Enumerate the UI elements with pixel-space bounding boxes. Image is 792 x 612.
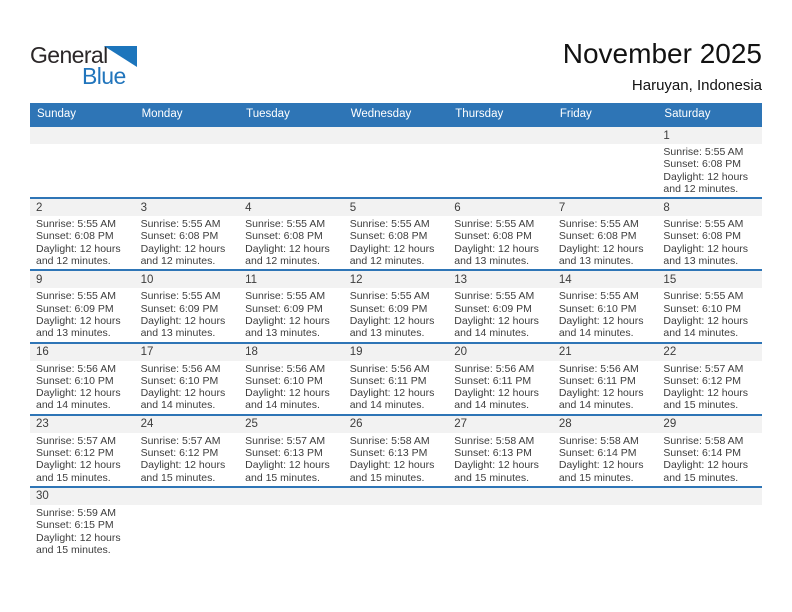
weekday-friday: Friday xyxy=(559,108,592,120)
day-number: 13 xyxy=(454,273,468,286)
sunset-text: Sunset: 6:10 PM xyxy=(36,374,114,387)
calendar-day-cell xyxy=(448,433,553,486)
calendar-day-cell xyxy=(344,505,449,558)
sunrise-text: Sunrise: 5:55 AM xyxy=(663,290,744,303)
week-row xyxy=(30,269,762,341)
sunrise-text: Sunrise: 5:59 AM xyxy=(36,506,116,519)
day-number: 25 xyxy=(245,418,258,431)
page-title: November 2025 xyxy=(562,38,762,69)
daylight-text: Daylight: 12 hours xyxy=(663,387,749,400)
calendar-day-cell xyxy=(657,288,762,341)
day-details-row xyxy=(30,361,762,414)
calendar-day-cell xyxy=(135,433,240,486)
sunrise-text: Sunrise: 5:56 AM xyxy=(558,362,639,375)
day-number: 29 xyxy=(663,418,677,431)
weekday-wednesday: Wednesday xyxy=(350,108,412,120)
sunrise-text: Sunrise: 5:58 AM xyxy=(454,434,535,447)
day-number: 16 xyxy=(36,346,49,359)
sunset-text: Sunset: 6:09 PM xyxy=(245,302,323,315)
calendar-day-cell xyxy=(448,361,553,414)
sunset-text: Sunset: 6:09 PM xyxy=(349,302,428,315)
calendar-day-cell xyxy=(135,505,240,558)
day-number: 14 xyxy=(558,273,572,286)
calendar-day-cell xyxy=(553,433,658,486)
daylight-text: Daylight: 12 hours xyxy=(36,387,121,400)
day-number: 24 xyxy=(140,418,154,431)
sunset-text: Sunset: 6:13 PM xyxy=(454,447,532,460)
daylight-text: Daylight: 12 hours xyxy=(140,242,226,255)
daylight-text: Daylight: 12 hours xyxy=(36,459,121,472)
sunrise-text: Sunrise: 5:56 AM xyxy=(349,362,430,375)
sunset-text: Sunset: 6:08 PM xyxy=(663,230,742,243)
day-number-band xyxy=(30,271,762,288)
daylight-text-continued: and 14 minutes. xyxy=(36,399,111,412)
daylight-text: Daylight: 12 hours xyxy=(454,459,539,472)
daylight-text: Daylight: 12 hours xyxy=(663,459,749,472)
daylight-text: Daylight: 12 hours xyxy=(558,314,644,327)
calendar-day-cell xyxy=(239,361,344,414)
sunset-text: Sunset: 6:11 PM xyxy=(349,374,427,387)
sunrise-text: Sunrise: 5:55 AM xyxy=(454,290,535,303)
sunset-text: Sunset: 6:08 PM xyxy=(140,230,219,243)
daylight-text-continued: and 14 minutes. xyxy=(245,399,320,412)
daylight-text-continued: and 13 minutes. xyxy=(140,327,216,340)
calendar-day-cell xyxy=(239,216,344,269)
daylight-text: Daylight: 12 hours xyxy=(558,242,644,255)
week-row xyxy=(30,342,762,414)
daylight-text-continued: and 15 minutes. xyxy=(245,471,320,484)
day-details-row xyxy=(30,216,762,269)
daylight-text-continued: and 15 minutes. xyxy=(36,543,111,556)
daylight-text-continued: and 15 minutes. xyxy=(36,471,111,484)
calendar-day-cell xyxy=(657,433,762,486)
week-row xyxy=(30,414,762,486)
calendar-day-cell xyxy=(553,144,658,197)
calendar-day-cell xyxy=(30,505,135,558)
sunrise-text: Sunrise: 5:57 AM xyxy=(36,434,116,447)
sunset-text: Sunset: 6:12 PM xyxy=(663,374,742,387)
day-number-band xyxy=(30,199,762,216)
daylight-text-continued: and 13 minutes. xyxy=(454,255,529,268)
calendar-day-cell xyxy=(657,505,762,558)
calendar-day-cell xyxy=(239,433,344,486)
calendar-grid xyxy=(30,103,762,558)
day-number: 1 xyxy=(663,129,670,142)
sunset-text: Sunset: 6:09 PM xyxy=(36,302,114,315)
weekday-saturday: Saturday xyxy=(664,108,711,120)
calendar-day-cell xyxy=(30,144,135,197)
calendar-weeks xyxy=(30,125,762,558)
day-number: 27 xyxy=(454,418,468,431)
daylight-text-continued: and 12 minutes. xyxy=(245,255,320,268)
daylight-text-continued: and 14 minutes. xyxy=(663,327,739,340)
calendar-day-cell xyxy=(30,216,135,269)
calendar-day-cell xyxy=(239,505,344,558)
calendar-day-cell xyxy=(135,144,240,197)
sunrise-text: Sunrise: 5:58 AM xyxy=(663,434,744,447)
daylight-text-continued: and 14 minutes. xyxy=(140,399,216,412)
daylight-text: Daylight: 12 hours xyxy=(245,459,330,472)
daylight-text-continued: and 15 minutes. xyxy=(140,471,216,484)
calendar-day-cell xyxy=(553,216,658,269)
sunrise-text: Sunrise: 5:55 AM xyxy=(558,290,639,303)
sunset-text: Sunset: 6:08 PM xyxy=(349,230,428,243)
calendar-day-cell xyxy=(448,144,553,197)
daylight-text-continued: and 12 minutes. xyxy=(36,255,111,268)
daylight-text: Daylight: 12 hours xyxy=(349,242,435,255)
daylight-text: Daylight: 12 hours xyxy=(663,314,749,327)
sunrise-text: Sunrise: 5:55 AM xyxy=(245,218,326,231)
daylight-text-continued: and 14 minutes. xyxy=(349,399,425,412)
daylight-text-continued: and 14 minutes. xyxy=(558,399,634,412)
daylight-text: Daylight: 12 hours xyxy=(245,387,330,400)
daylight-text: Daylight: 12 hours xyxy=(558,387,644,400)
daylight-text: Daylight: 12 hours xyxy=(454,314,539,327)
daylight-text: Daylight: 12 hours xyxy=(349,459,435,472)
day-number-band xyxy=(30,344,762,361)
calendar-day-cell xyxy=(344,216,449,269)
day-number: 11 xyxy=(245,273,258,286)
sunset-text: Sunset: 6:08 PM xyxy=(558,230,637,243)
sunset-text: Sunset: 6:12 PM xyxy=(140,447,219,460)
sunrise-text: Sunrise: 5:56 AM xyxy=(36,362,116,375)
sunset-text: Sunset: 6:13 PM xyxy=(349,447,428,460)
weekday-thursday: Thursday xyxy=(455,108,504,120)
sunset-text: Sunset: 6:10 PM xyxy=(245,374,323,387)
calendar-day-cell xyxy=(30,361,135,414)
daylight-text-continued: and 15 minutes. xyxy=(558,471,634,484)
daylight-text: Daylight: 12 hours xyxy=(245,242,330,255)
day-number: 5 xyxy=(349,201,357,214)
calendar-day-cell xyxy=(344,361,449,414)
day-number: 22 xyxy=(663,346,677,359)
day-number: 30 xyxy=(36,490,49,503)
daylight-text: Daylight: 12 hours xyxy=(140,459,226,472)
sunrise-text: Sunrise: 5:56 AM xyxy=(245,362,326,375)
sunrise-text: Sunrise: 5:56 AM xyxy=(454,362,535,375)
daylight-text: Daylight: 12 hours xyxy=(36,314,121,327)
day-number-band xyxy=(30,416,762,433)
sunrise-text: Sunrise: 5:57 AM xyxy=(140,434,221,447)
day-details-row xyxy=(30,505,762,558)
sunrise-text: Sunrise: 5:55 AM xyxy=(140,290,221,303)
day-number: 12 xyxy=(349,273,363,286)
daylight-text: Daylight: 12 hours xyxy=(349,387,435,400)
daylight-text-continued: and 12 minutes. xyxy=(349,255,425,268)
sunset-text: Sunset: 6:09 PM xyxy=(140,302,219,315)
calendar-day-cell xyxy=(553,505,658,558)
daylight-text: Daylight: 12 hours xyxy=(36,531,121,544)
sunrise-text: Sunrise: 5:58 AM xyxy=(558,434,639,447)
calendar-day-cell xyxy=(135,288,240,341)
calendar-day-cell xyxy=(657,216,762,269)
day-number: 9 xyxy=(36,273,43,286)
sunrise-text: Sunrise: 5:55 AM xyxy=(349,218,430,231)
week-row xyxy=(30,486,762,558)
sunset-text: Sunset: 6:11 PM xyxy=(454,374,532,387)
sunset-text: Sunset: 6:08 PM xyxy=(663,158,742,171)
daylight-text: Daylight: 12 hours xyxy=(140,387,226,400)
general-blue-logo xyxy=(30,42,160,94)
daylight-text-continued: and 12 minutes. xyxy=(140,255,216,268)
day-number: 17 xyxy=(140,346,154,359)
calendar-day-cell xyxy=(135,361,240,414)
day-number: 15 xyxy=(663,273,677,286)
sunset-text: Sunset: 6:08 PM xyxy=(245,230,323,243)
day-details-row xyxy=(30,144,762,197)
calendar-day-cell xyxy=(344,288,449,341)
daylight-text-continued: and 13 minutes. xyxy=(349,327,425,340)
sunrise-text: Sunrise: 5:55 AM xyxy=(36,218,116,231)
daylight-text: Daylight: 12 hours xyxy=(454,242,539,255)
day-number: 18 xyxy=(245,346,258,359)
logo-text-blue: Blue xyxy=(82,63,126,89)
daylight-text: Daylight: 12 hours xyxy=(349,314,435,327)
daylight-text-continued: and 13 minutes. xyxy=(245,327,320,340)
daylight-text-continued: and 15 minutes. xyxy=(349,471,425,484)
sunset-text: Sunset: 6:09 PM xyxy=(454,302,532,315)
sunset-text: Sunset: 6:08 PM xyxy=(36,230,114,243)
day-number: 2 xyxy=(36,201,43,214)
sunrise-text: Sunrise: 5:57 AM xyxy=(663,362,744,375)
sunrise-text: Sunrise: 5:58 AM xyxy=(349,434,430,447)
sunrise-text: Sunrise: 5:55 AM xyxy=(454,218,535,231)
calendar-day-cell xyxy=(239,288,344,341)
week-row xyxy=(30,197,762,269)
sunset-text: Sunset: 6:08 PM xyxy=(454,230,532,243)
calendar-day-cell xyxy=(30,288,135,341)
day-number: 21 xyxy=(558,346,572,359)
day-number: 8 xyxy=(663,201,670,214)
logo-text-general: General xyxy=(30,42,108,68)
day-number: 23 xyxy=(36,418,49,431)
calendar-day-cell xyxy=(553,288,658,341)
calendar-day-cell xyxy=(135,216,240,269)
sunset-text: Sunset: 6:10 PM xyxy=(558,302,637,315)
sunset-text: Sunset: 6:10 PM xyxy=(663,302,742,315)
daylight-text-continued: and 14 minutes. xyxy=(558,327,634,340)
daylight-text-continued: and 13 minutes. xyxy=(558,255,634,268)
calendar-day-cell xyxy=(448,505,553,558)
sunrise-text: Sunrise: 5:55 AM xyxy=(245,290,326,303)
calendar-day-cell xyxy=(448,288,553,341)
sunrise-text: Sunrise: 5:56 AM xyxy=(140,362,221,375)
day-number: 10 xyxy=(140,273,154,286)
sunset-text: Sunset: 6:10 PM xyxy=(140,374,219,387)
daylight-text: Daylight: 12 hours xyxy=(36,242,121,255)
daylight-text: Daylight: 12 hours xyxy=(140,314,226,327)
weekday-sunday: Sunday xyxy=(37,108,77,120)
weekday-tuesday: Tuesday xyxy=(246,108,290,120)
calendar-day-cell xyxy=(553,361,658,414)
day-number: 28 xyxy=(558,418,572,431)
weekday-header-row xyxy=(30,103,762,125)
day-number-band xyxy=(30,488,762,505)
day-number: 19 xyxy=(349,346,363,359)
calendar-day-cell xyxy=(657,361,762,414)
daylight-text: Daylight: 12 hours xyxy=(454,387,539,400)
daylight-text-continued: and 15 minutes. xyxy=(454,471,529,484)
daylight-text-continued: and 13 minutes. xyxy=(663,255,739,268)
sunrise-text: Sunrise: 5:55 AM xyxy=(663,146,744,158)
day-number: 6 xyxy=(454,201,461,214)
daylight-text: Daylight: 12 hours xyxy=(558,459,644,472)
week-row xyxy=(30,125,762,197)
sunrise-text: Sunrise: 5:55 AM xyxy=(663,218,744,231)
daylight-text: Daylight: 12 hours xyxy=(245,314,330,327)
daylight-text-continued: and 14 minutes. xyxy=(454,399,529,412)
calendar-day-cell xyxy=(30,433,135,486)
daylight-text: Daylight: 12 hours xyxy=(663,170,749,183)
sunset-text: Sunset: 6:11 PM xyxy=(558,374,636,387)
day-number: 3 xyxy=(140,201,147,214)
daylight-text-continued: and 12 minutes. xyxy=(663,182,739,195)
weekday-monday: Monday xyxy=(141,108,183,120)
daylight-text-continued: and 15 minutes. xyxy=(663,471,739,484)
sunrise-text: Sunrise: 5:55 AM xyxy=(558,218,639,231)
sunset-text: Sunset: 6:14 PM xyxy=(558,447,637,460)
day-number: 4 xyxy=(245,201,252,214)
calendar-day-cell xyxy=(239,144,344,197)
calendar-day-cell xyxy=(657,144,762,197)
day-number-band xyxy=(30,127,762,144)
calendar-day-cell xyxy=(344,144,449,197)
page-subtitle: Haruyan, Indonesia xyxy=(631,77,762,94)
day-number: 20 xyxy=(454,346,468,359)
daylight-text-continued: and 14 minutes. xyxy=(454,327,529,340)
calendar-day-cell xyxy=(344,433,449,486)
daylight-text: Daylight: 12 hours xyxy=(663,242,749,255)
day-details-row xyxy=(30,288,762,341)
daylight-text-continued: and 13 minutes. xyxy=(36,327,111,340)
sunrise-text: Sunrise: 5:55 AM xyxy=(140,218,221,231)
day-number: 7 xyxy=(558,201,566,214)
sunrise-text: Sunrise: 5:57 AM xyxy=(245,434,326,447)
calendar-day-cell xyxy=(448,216,553,269)
day-number: 26 xyxy=(349,418,363,431)
sunrise-text: Sunrise: 5:55 AM xyxy=(349,290,430,303)
sunrise-text: Sunrise: 5:55 AM xyxy=(36,290,116,303)
sunset-text: Sunset: 6:14 PM xyxy=(663,447,742,460)
sunset-text: Sunset: 6:12 PM xyxy=(36,447,114,460)
sunset-text: Sunset: 6:15 PM xyxy=(36,519,114,532)
day-details-row xyxy=(30,433,762,486)
daylight-text-continued: and 15 minutes. xyxy=(663,399,739,412)
sunset-text: Sunset: 6:13 PM xyxy=(245,447,323,460)
